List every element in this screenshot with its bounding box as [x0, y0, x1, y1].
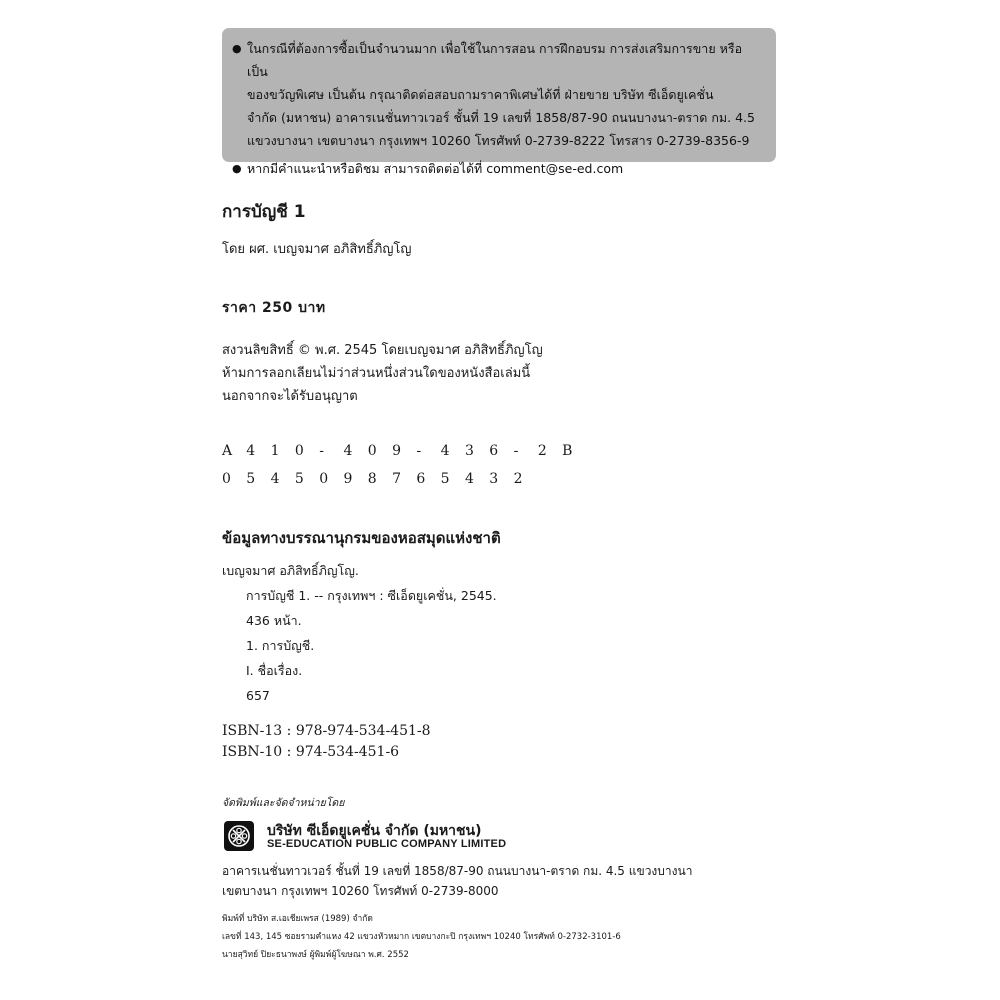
notice-text-bulk	[247, 37, 760, 152]
code-char: A	[222, 443, 233, 459]
cataloging-line: 657	[246, 688, 270, 703]
code-char: 0	[367, 443, 377, 459]
notice-line: แขวงบางนา เขตบางนา กรุงเทพฯ 10260 โทรศัพท์ 0-2739-8222 โทรสาร 0-2739-8356-9	[247, 133, 750, 148]
code-char: 0	[319, 471, 329, 487]
cataloging-line: I. ชื่อเรื่อง.	[246, 663, 303, 678]
code-char: 3	[489, 471, 499, 487]
notice-box	[222, 28, 776, 176]
bullet-icon: ●	[232, 42, 242, 55]
cataloging-line: 1. การบัญชี.	[246, 638, 315, 653]
code-char: 4	[464, 471, 474, 487]
published-by-label: จัดพิมพ์และจัดจำหน่ายโดย	[222, 797, 345, 809]
code-char: 4	[440, 443, 450, 459]
code-char: 5	[294, 471, 304, 487]
code-char: 9	[343, 471, 353, 487]
cataloging-line: เบญจมาศ อภิสิทธิ์ภิญโญ.	[222, 563, 359, 578]
cataloging-line: 436 หน้า.	[246, 613, 302, 628]
notice-line: ในกรณีที่ต้องการซื้อเป็นจำนวนมาก เพื่อใช้ในการสอน การฝึกอบรม การส่งเสริมการขาย หรือเป็น	[247, 41, 743, 79]
notice-item-bulk-orders	[232, 37, 760, 152]
bullet-icon: ●	[232, 162, 242, 175]
isbn-block	[222, 721, 431, 763]
code-char: 3	[464, 443, 474, 459]
notice-line: จำกัด (มหาชน) อาคารเนชั่นทาวเวอร์ ชั้นที่ 19 เลขที่ 1858/87-90 ถนนบางนา-ตราด กม. 4.5	[247, 110, 755, 125]
code-char: 6	[416, 471, 426, 487]
publisher-name-thai: บริษัท ซีเอ็ดยูเคชั่น จำกัด (มหาชน)	[267, 823, 482, 839]
printer-line: พิมพ์ที่ บริษัท ส.เอเชียเพรส (1989) จำกัด	[222, 914, 373, 924]
address-line: เขตบางนา กรุงเทพฯ 10260 โทรศัพท์ 0-2739-8000	[222, 884, 499, 898]
code-char: 1	[270, 443, 280, 459]
code-char: 2	[513, 471, 523, 487]
code-char: -	[513, 443, 519, 459]
printer-line: เลขที่ 143, 145 ซอยรามคำแหง 42 แขวงหัวหมาก เขตบางกะปิ กรุงเทพฯ 10240 โทรศัพท์ 0-2732-3101-6	[222, 932, 621, 942]
cataloging-heading: ข้อมูลทางบรรณานุกรมของหอสมุดแห่งชาติ	[222, 529, 501, 547]
se-ed-logo-icon	[224, 821, 254, 851]
code-char: -	[416, 443, 422, 459]
code-char: -	[319, 443, 324, 459]
code-char: 8	[367, 471, 377, 487]
code-char: 4	[270, 471, 280, 487]
publisher-address	[222, 861, 692, 901]
book-author: โดย ผศ. เบญจมาศ อภิสิทธิ์ภิญโญ	[222, 242, 412, 257]
cataloging-record	[222, 558, 497, 708]
code-char: 2	[537, 443, 547, 459]
code-char: 7	[392, 471, 401, 487]
code-char: 6	[489, 443, 499, 459]
printer-line: นายสุวิทย์ ปิยะธนาพงษ์ ผู้พิมพ์ผู้โฆษณา พ.ศ. 2552	[222, 950, 409, 960]
code-char: B	[562, 443, 573, 459]
code-char: 0	[222, 471, 231, 487]
code-char: 9	[392, 443, 401, 459]
notice-text-feedback: หากมีคำแนะนำหรือติชม สามารถติดต่อได้ที่ comment@se-ed.com	[247, 161, 624, 176]
book-title: การบัญชี 1	[222, 202, 306, 222]
copyright-line: สงวนลิขสิทธิ์ © พ.ศ. 2545 โดยเบญจมาศ อภิสิทธิ์ภิญโญ	[222, 343, 543, 358]
publisher-name-english: SE-EDUCATION PUBLIC COMPANY LIMITED	[267, 838, 507, 850]
print-code-row-2	[222, 471, 538, 487]
print-code-row-1	[222, 443, 586, 459]
code-char: 4	[246, 443, 256, 459]
isbn-13: ISBN-13 : 978-974-534-451-8	[222, 723, 431, 739]
code-char: 5	[440, 471, 450, 487]
code-char: 4	[343, 443, 353, 459]
copyright-notice	[222, 339, 543, 408]
cataloging-line: การบัญชี 1. -- กรุงเทพฯ : ซีเอ็ดยูเคชั่น, 2545.	[246, 588, 497, 603]
notice-item-feedback	[232, 157, 760, 180]
code-char: 5	[246, 471, 256, 487]
address-line: อาคารเนชั่นทาวเวอร์ ชั้นที่ 19 เลขที่ 1858/87-90 ถนนบางนา-ตราด กม. 4.5 แขวงบางนา	[222, 864, 693, 878]
copyright-line: ห้ามการลอกเลียนไม่ว่าส่วนหนึ่งส่วนใดของหนังสือเล่มนี้	[222, 366, 531, 381]
copyright-line: นอกจากจะได้รับอนุญาต	[222, 389, 358, 404]
isbn-10: ISBN-10 : 974-534-451-6	[222, 744, 400, 760]
code-char: 0	[294, 443, 304, 459]
notice-line: ของขวัญพิเศษ เป็นต้น กรุณาติดต่อสอบถามราคาพิเศษได้ที่ ฝ่ายขาย บริษัท ซีเอ็ดยูเคชั่น	[247, 87, 714, 102]
printer-info	[222, 910, 621, 964]
book-price: ราคา 250 บาท	[222, 300, 326, 316]
